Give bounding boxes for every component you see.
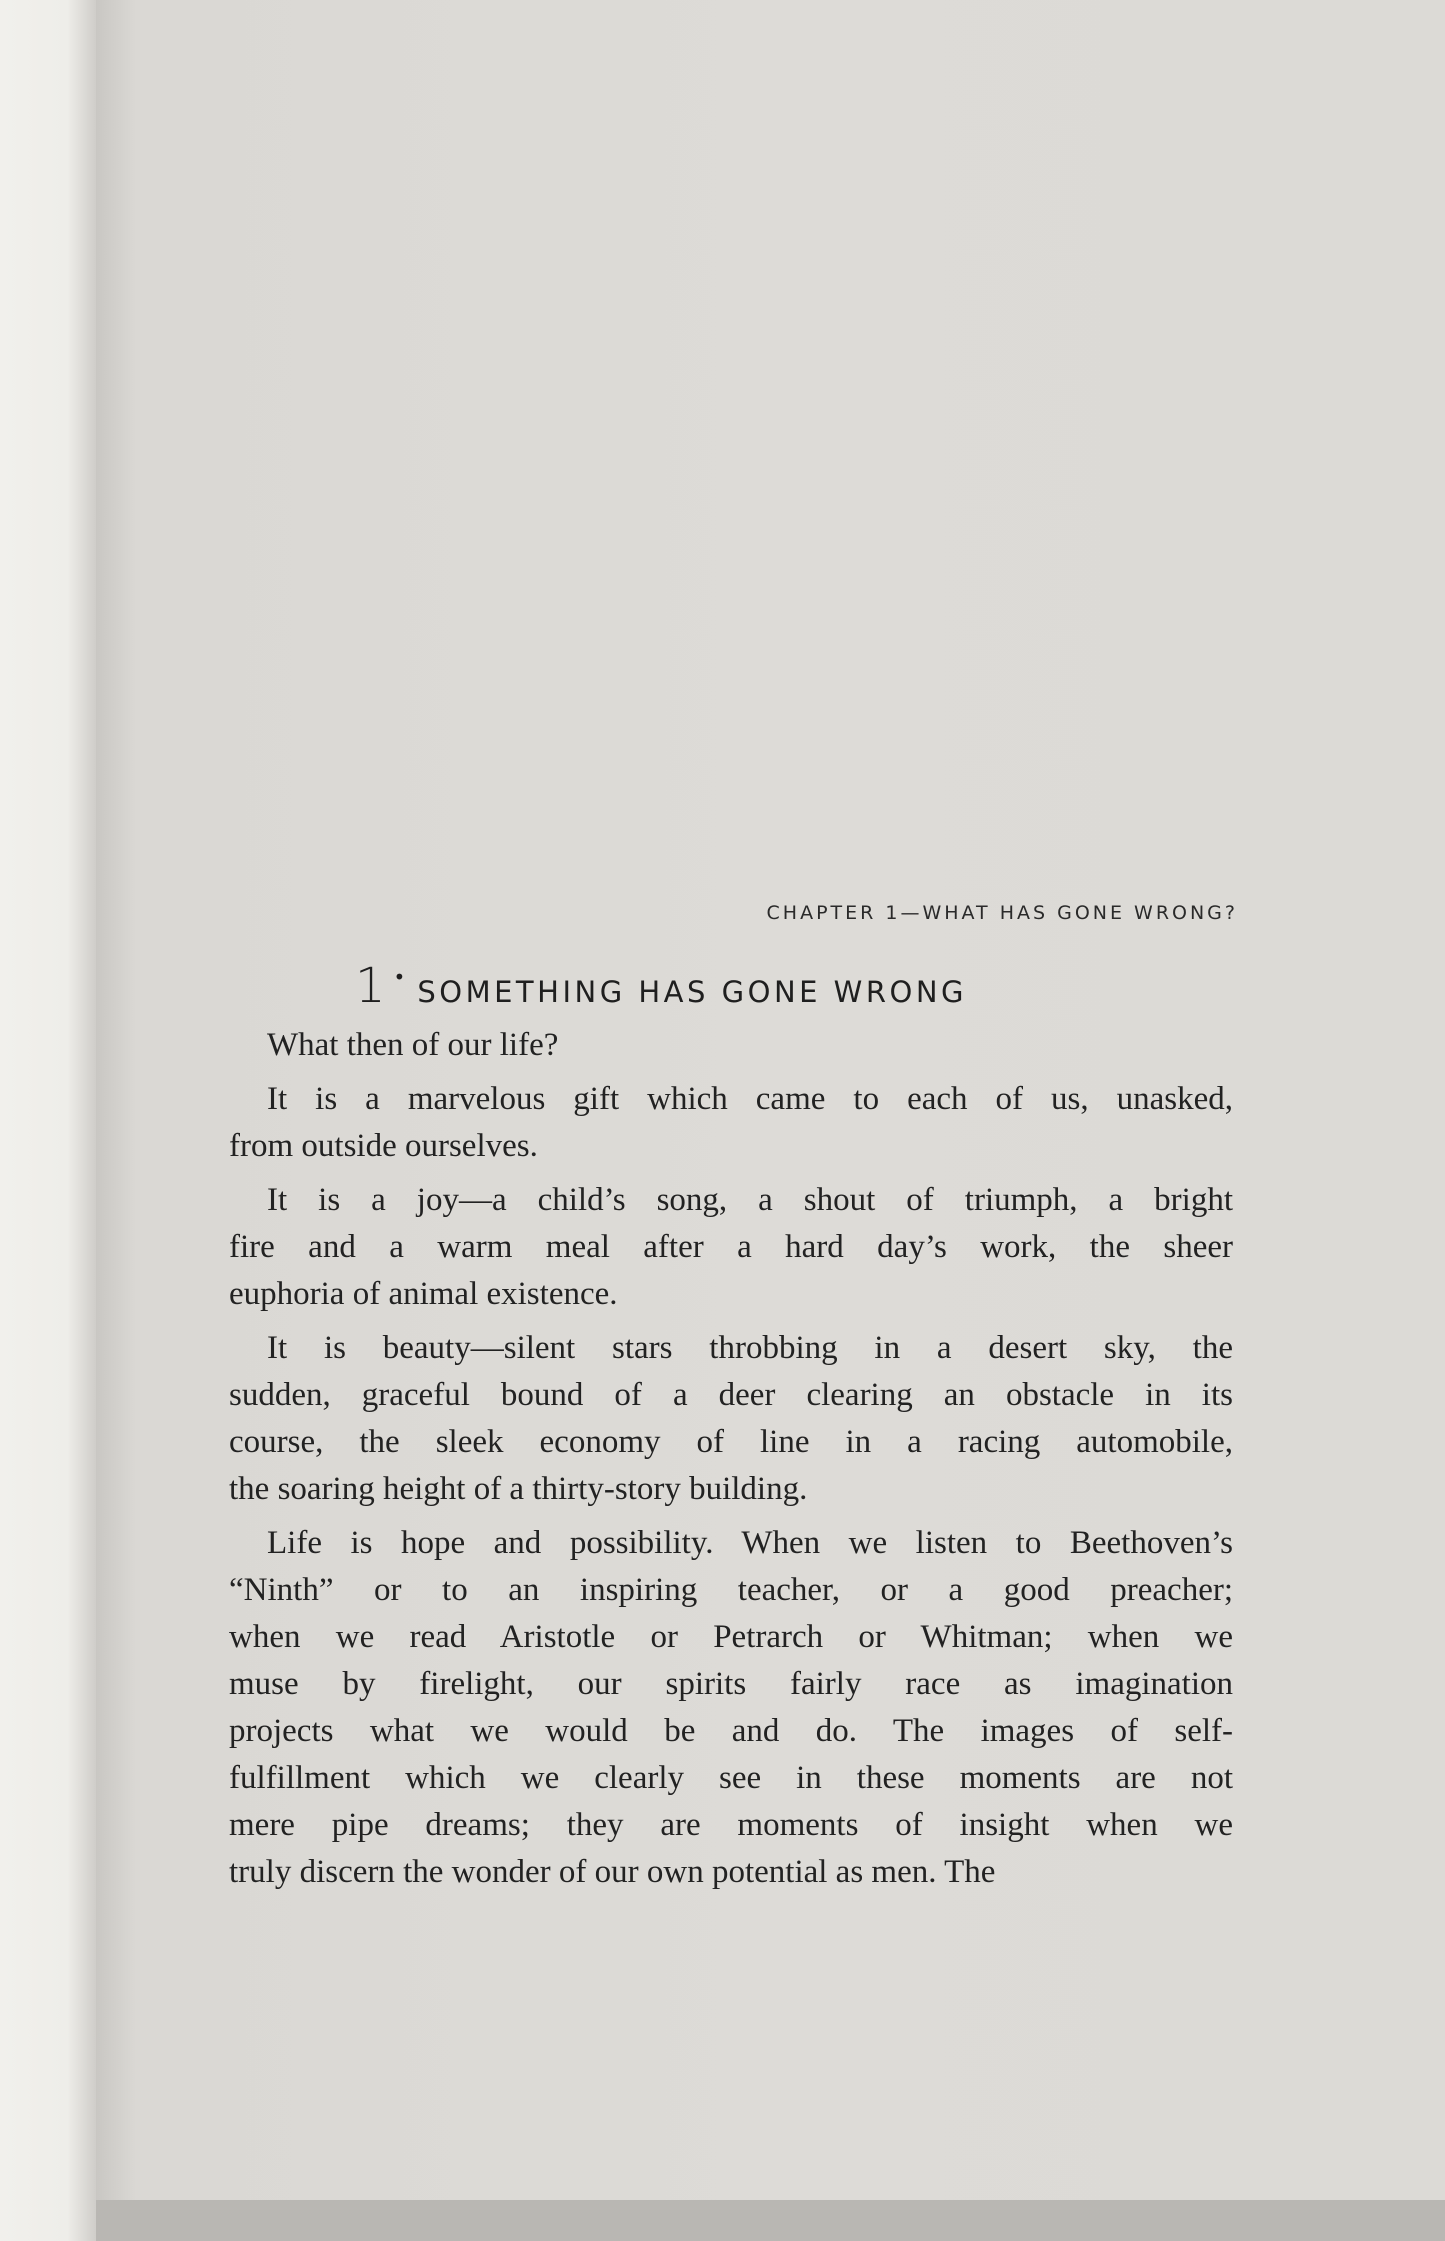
text-line: Life is hope and possibility. When we listen to Beethoven’s — [267, 1525, 1233, 1561]
text-line: fire and a warm meal after a hard day’s work, the sheer — [229, 1229, 1233, 1265]
text-line: muse by firelight, our spirits fairly race as imagination — [229, 1666, 1233, 1702]
text-line: when we read Aristotle or Petrarch or Whitman; when we — [229, 1619, 1233, 1655]
text-line: truly discern the wonder of our own potential as men. The — [229, 1854, 996, 1890]
text-line: euphoria of animal existence. — [229, 1276, 618, 1312]
paragraph — [229, 1076, 1233, 1170]
text-line: “Ninth” or to an inspiring teacher, or a good preacher; — [229, 1572, 1233, 1608]
text-line: It is a marvelous gift which came to each of us, unasked, — [267, 1081, 1233, 1117]
text-line: projects what we would be and do. The images of self- — [229, 1713, 1233, 1749]
text-line: It is a joy—a child’s song, a shout of triumph, a bright — [267, 1182, 1233, 1218]
section-number: 1 — [355, 958, 386, 1014]
text-line: What then of our life? — [267, 1027, 559, 1063]
section-title: SOMETHING HAS GONE WRONG — [417, 975, 968, 1009]
body-text — [229, 1022, 1233, 1896]
paragraph — [229, 1520, 1233, 1896]
paragraph — [229, 1177, 1233, 1318]
text-line: fulfillment which we clearly see in these moments are not — [229, 1760, 1233, 1796]
facing-page-edge — [0, 0, 96, 2241]
text-line: from outside ourselves. — [229, 1128, 538, 1164]
paragraph — [229, 1325, 1233, 1513]
running-head: CHAPTER 1—WHAT HAS GONE WRONG? — [766, 902, 1238, 924]
text-line: sudden, graceful bound of a deer clearing an obstacle in its — [229, 1377, 1233, 1413]
page-bottom-edge — [96, 2200, 1445, 2241]
text-line: the soaring height of a thirty-story building. — [229, 1471, 808, 1507]
paragraph — [229, 1022, 1233, 1069]
text-line: It is beauty—silent stars throbbing in a desert sky, the — [267, 1330, 1233, 1366]
text-line: mere pipe dreams; they are moments of insight when we — [229, 1807, 1233, 1843]
section-separator: • — [393, 965, 406, 989]
text-line: course, the sleek economy of line in a racing automobile, — [229, 1424, 1233, 1460]
section-heading — [355, 958, 967, 1014]
